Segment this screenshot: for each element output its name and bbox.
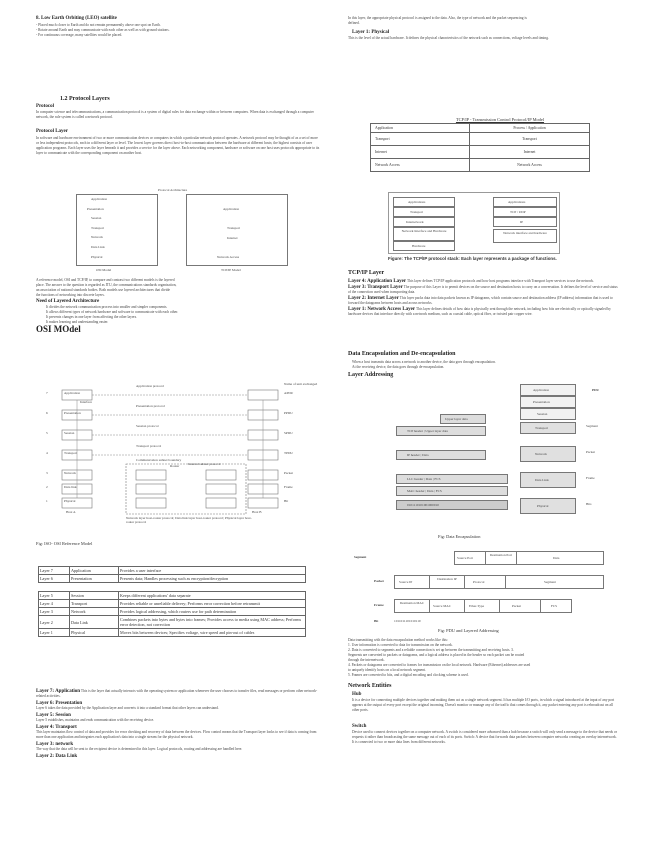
osi-top-label: Application protocol [136,384,165,388]
switch-text: Device used to connect devices together on a computer network. A switch is considered more advanced than a hub because a switch will only send a message to the device that needs or requests it rather than broadcasting the same message out of each of its ports. Switch: A device that forwards data packets between computer networks creating an overlay internetwork. It is connected to two or more data lines from different networks. [352,730,617,744]
table-row: Application Process / Application [371,124,590,133]
steps-intro: Data transmitting with the data encapsulation method works like this: [348,638,448,642]
layer1-heading: Layer 1: Physical [352,30,390,35]
stack-caption: Figure: The TCP/IP protocol stack: Each layer represents a package of functions. [388,256,557,261]
osi-row-unit: Bit [284,499,289,503]
osi-row-name: Physical [64,499,76,503]
layer-desc-heading: Layer 4: Transport [36,725,77,730]
osi-layer: Transport [91,226,105,230]
osi-row-num: 7 [46,391,48,395]
layer-desc: Layer 7: Application This is the layer that actually interacts with the operating system or application whenever the user chooses to transfer files, read messages or perform other network-related activities. [36,689,318,698]
pdu-row-name: Frame [374,603,384,607]
pdu-name: Bits [586,502,592,506]
protocol-heading: Protocol [36,104,54,109]
encap-diagram [396,384,616,520]
osi-row-num: 5 [46,431,48,435]
stack-box: TCP / UDP [510,210,526,214]
tcp-layer: Application [223,207,240,211]
osi-row-unit: APDU [284,391,294,395]
osi-host-a: Host A [66,510,76,514]
pdu-row-name: Packet [374,579,384,583]
stack-layer: Network [535,452,547,456]
table-row: Transport Transport [371,133,590,146]
osi-row-name: Data link [64,485,77,489]
osi-caption: OSI Model [96,268,112,272]
osi-layer-descriptions [36,689,320,759]
osi-row-num: 4 [46,451,48,455]
pdu-cell: Ether-Type [469,604,485,608]
stack-box: Network Interface and Hardware [401,229,447,233]
pdu-row-name: Segment [354,555,367,559]
osi-stack [76,194,158,266]
pdu-diagram [354,551,614,623]
text-line: When a host transmits data across a network to another device, the data goes through encapsulation. [352,360,496,364]
encap-heading: Data Encapsulation and De-encapsulation [348,351,456,357]
pdu-label: PDU [592,388,599,392]
osi-title: OSI MOdel [36,324,81,334]
devices-heading: Network Entities [348,683,392,689]
stack-box: Hardware [412,244,426,248]
step: Segments are converted to packets or datagrams, and a logical address is placed in the header so each packet can be routed [348,653,525,657]
pdu-cell: FCS [551,604,558,608]
osi-host-b: Host B [252,510,262,514]
osi-table [38,566,306,637]
osi-protocol: Presentation protocol [136,404,165,408]
pdu-name: Frame [586,476,595,480]
tcp-stack [186,194,288,266]
layer-desc-heading: Layer 3: network [36,742,74,747]
step: 2. Data is converted to segments and a reliable connection is set up between the transmitting and receiving hosts. 3. [348,648,514,652]
pdu-cell: Segment [544,580,556,584]
osi-diagram [36,382,326,522]
section-title: 1.2 Protocol Layers [60,96,110,102]
osi-row-unit: PPDU [284,411,293,415]
bullet: It divides the network communication process into smaller and simpler components. [46,305,168,309]
step: 1. User information is converted to data for transmission on the network. [348,643,453,647]
leo-line: - Placed much closer to Earth and do not remain permanently above one spot on Earth. [36,23,161,27]
osi-row-unit: Packet [284,471,294,475]
osi-internal-label: Internal subnet protocol [188,462,221,466]
model-bullets [46,305,316,325]
addressing-heading: Layer Addressing [348,372,394,378]
bullet: It prevents changes in one layer from affecting the other layers. [46,315,138,319]
tcpip-section: Layer 2: Internet Layer This layer packs data into data packets known as IP datagrams, which contain source and destination address (IP address) information that is used to forward the datagrams between hosts and across networks. [348,296,613,305]
osi-row-num: 1 [46,499,48,503]
osi-layer: Session [91,216,102,220]
stack-layer: Data Link [535,478,549,482]
table-row: Layer 1 Physical Moves bits between devices; Specifies voltage, wire speed and pin-out of cables [39,629,306,637]
table-row: Internet Internet [371,146,590,159]
osi-row-unit: SPDU [284,431,293,435]
tcp-layer: Transport [227,226,241,230]
encap-row: TCP header | Upper layer data [407,429,448,433]
tcp-layer: Internet [227,236,238,240]
osi-layer: Physical [91,255,103,259]
stack-box: Applications [408,200,426,204]
pdu-name: Packet [586,450,596,454]
protocol-layer-text: In software and hardware environment of two or more communication devices or computers in which a particular network protocol operates. A network protocol may be thought of as a set of more or less independent protocols, each in a different layer or level. The lowest layer governs direct host-to-host communication between the hardware at different hosts; the highest consists of user application programs. Each layer uses the layer beneath it and provides a service for the layer above. Each networking component, hardware or software on one host uses protocols appropriate to its layer to communicate with the corresponding component on another host. [36,136,320,155]
osi-layer: Application [91,197,108,201]
osi-row-name: Network [64,471,76,475]
layer-desc-heading: Layer 6: Presentation [36,701,83,706]
table-row: Layer 6 Presentation Presents data; Handles processing such as encryption/decryption [39,575,306,583]
tcpip-section: Layer 4: Application Layer This layer defines TCP/IP application protocols and how host programs interface with Transport layer services to use the network. [348,279,595,284]
protocol-architecture-diagram [76,188,286,278]
stack-layer: Session [537,412,548,416]
leo-line: - For continuous coverage, many satellites would be placed. [36,33,123,37]
stack-box: IP [520,220,524,224]
leo-heading: 8. Low Earth Orbiting (LEO) satellite [36,16,117,21]
tcp-model-table [370,117,590,172]
stack-layer: Presentation [533,400,550,404]
text-line: At the receiving device, the data goes through de-encapsulation. [352,365,445,369]
pdu-cell: 1011011101010110 [394,619,421,623]
encap-row: Upper layer data [445,417,468,421]
table-row: Network Access Network Access [371,159,590,172]
step: 5. Frames are converted to bits, and a digital encoding and clocking scheme is used. [348,673,469,677]
step: through the internetwork. [348,658,385,662]
text-line: In this layer, the appropriate physical protocol is assigned to the data. Also, the type of network and the packet sequencing is [348,16,527,20]
step: 4. Packets or datagrams are converted to frames for transmission on the local network. Hardware (Ethernet) addresses are used [348,663,531,667]
hub-text: It is a device for connecting multiple devices together and making them act as a single network segment. It has multiple I/O ports, in which a signal introduced at the input of any port appears at the output of every port except the original incoming. Doesn't monitor or manage any of the traffic that comes through it, any packet entering any port is rebroadcast on all other ports. [352,698,615,712]
osi-layer: Network [91,235,103,239]
protocol-text: In computer science and telecommunications, a communication protocol is a system of digital rules for data exchange within or between computers. When data is exchanged through a computer network, the rule system is called a network protocol. [36,110,314,119]
pdu-cell: Data [553,556,560,560]
osi-layer: Data Link [91,245,105,249]
osi-protocol: Transport protocol [136,444,162,448]
osi-row-name: Session [64,431,75,435]
pdu-name: Segment [586,424,598,428]
diagram-title: Protocol Architecture [158,188,188,192]
model-heading: Need of Layered Architecture [36,299,100,304]
stack-box: Transport [410,210,424,214]
pdu-cell: Source Port [457,556,473,560]
text-line: defined. [348,21,360,25]
text-line: A reference model, OSI and TCP/IP, to compare and contrast two different models is the layered [36,278,175,282]
step: to uniquely identify hosts on a local network segment. [348,668,426,672]
tcp-caption: TCP/IP Model [221,268,241,272]
tcpip-section: Layer 1: Network Access Layer This layer defines details of how data is physically sent through the network, including how bits are electrically or optically signaled by hardware devices that interface directly with a network medium, such as coaxial cable, optical fiber, or twisted pair copper wire. [348,307,611,316]
pdu-caption: Fig: PDU and Layered Addressing [438,628,499,633]
after-diagram-text [36,278,320,298]
tcp-layer: Network Access [217,255,240,259]
tcp-table-title: TCP/IP - Transmission Control Protocol/IP Model [455,117,545,122]
encap-row: LLC header | Data | FCS [407,477,441,481]
encap-caption: Fig: Data Encapsulation [438,534,481,539]
leo-line: - Rotate around Earth and may communicate with each other as well as with ground stations. [36,28,170,32]
table-row: Layer 3 Network Provides logical addressing, which routers use for path determination [39,608,306,616]
protocol-layer-heading: Protocol Layer [36,129,68,134]
bullet: It allows different types of network hardware and software to communicate with each other. [46,310,179,314]
osi-row-name: Transport [64,451,78,455]
layer-desc-heading: Layer 5: Session [36,713,71,718]
table-row: Layer 5 Session Keeps different applications' data separate [39,592,306,600]
tcpip-section: Layer 3: Transport Layer The purpose of this Layer is to permit devices on the source and destination hosts to carry on a conversation. It defines the level of service and status of the connection used when transporting data. [348,285,618,294]
osi-row-unit: TPDU [284,451,293,455]
layer-desc-text: The way that the data will be sent to the recipient device is determined in this layer. Logical protocols, routing and addressing are handled here. [36,747,243,751]
pdu-cell: Destination Port [489,553,513,557]
encap-text [352,360,620,370]
pdu-cell: Destination IP [437,577,457,581]
osi-right-label: Name of unit exchanged [284,382,318,386]
table-row: Layer 7 Application Provides a user interface [39,567,306,575]
osi-layer: Presentation [87,207,104,211]
osi-caption: Fig: ISO- OSI Reference Model [36,541,93,546]
text-line: an association of national standards bodies. Both models use layered architectures that divide [36,288,171,292]
layer1-text: This is the level of the actual hardware. It defines the physical characteristics of the network such as connections, voltage levels and timing. [348,36,549,40]
layer-desc-text: Layer 5 establishes, maintains and ends communication with the receiving device. [36,718,155,722]
stack-box: Network interface and hardware [503,231,547,235]
stack-layer: Application [533,388,550,392]
encap-row: MAC header | Data | FCS [407,489,442,493]
pdu-cell: Packet [512,604,522,608]
osi-router-label: Router [170,464,180,468]
encap-steps [348,638,620,678]
osi-interface-label: Interface [80,400,93,404]
encap-row: 0101110101001000010 [407,503,439,507]
osi-row-name: Presentation [64,411,81,415]
osi-subnet-label: Communication subnet boundary [136,458,182,462]
stack-box: Applications [508,200,526,204]
table-row: Layer 4 Transport Provides reliable or unreliable delivery; Performs error correction before retransmit [39,600,306,608]
osi-row-name: Application [64,391,81,395]
table-row: Layer 2 Data Link Combines packets into bytes and bytes into frames; Provides access to media using MAC address; Performs error detection, not correction [39,616,306,629]
layer-desc-text: Layer 6 takes the data provided by the Application layer and converts it into a standard format that other layers can understand. [36,706,219,710]
osi-bottom-note: Network layer host-router protocol; Data link layer host-router protocol; Physical layer host-router protocol [126,516,252,524]
pdu-cell: Source MAC [433,604,451,608]
osi-row-unit: Frame [284,485,293,489]
osi-protocol: Session protocol [136,424,159,428]
encap-row: IP header | Data [407,453,429,457]
pdu-cell: Destination MAC [399,601,425,605]
leo-lines [36,23,320,38]
stack-box: Internetwork [406,220,424,224]
bullet: It makes learning and understanding easier. [46,320,109,324]
tcp-stack-figure [388,192,560,254]
text-line: place. The answer to the question is regarded as ITU, the communications standards organisation, [36,283,177,287]
hub-heading: Hub [352,692,362,697]
pdu-cell: Source IP [399,580,413,584]
text-line: the functions of networking into discrete layers. [36,293,105,297]
switch-heading: Switch [352,724,367,729]
osi-row-num: 3 [46,471,48,475]
stack-layer: Physical [537,504,549,508]
tcpip-heading: TCP/IP Layer [348,270,385,276]
pdu-row-name: Bit [374,619,379,623]
layer-desc-heading: Layer 2: Data Link [36,754,78,759]
pdu-cell: Protocol [473,580,485,584]
layer-desc-text: This layer maintains flow control of data and provides for error checking and recovery of data between the devices. Flow control means that the Transport layer looks to see if data is coming from more than one application and integrates each application's data into a single stream for the physical network. [36,730,317,739]
stack-layer: Transport [535,426,549,430]
right-top-text [348,16,620,26]
osi-row-num: 6 [46,411,48,415]
osi-row-num: 2 [46,485,48,489]
tcpip-sections [348,279,620,317]
